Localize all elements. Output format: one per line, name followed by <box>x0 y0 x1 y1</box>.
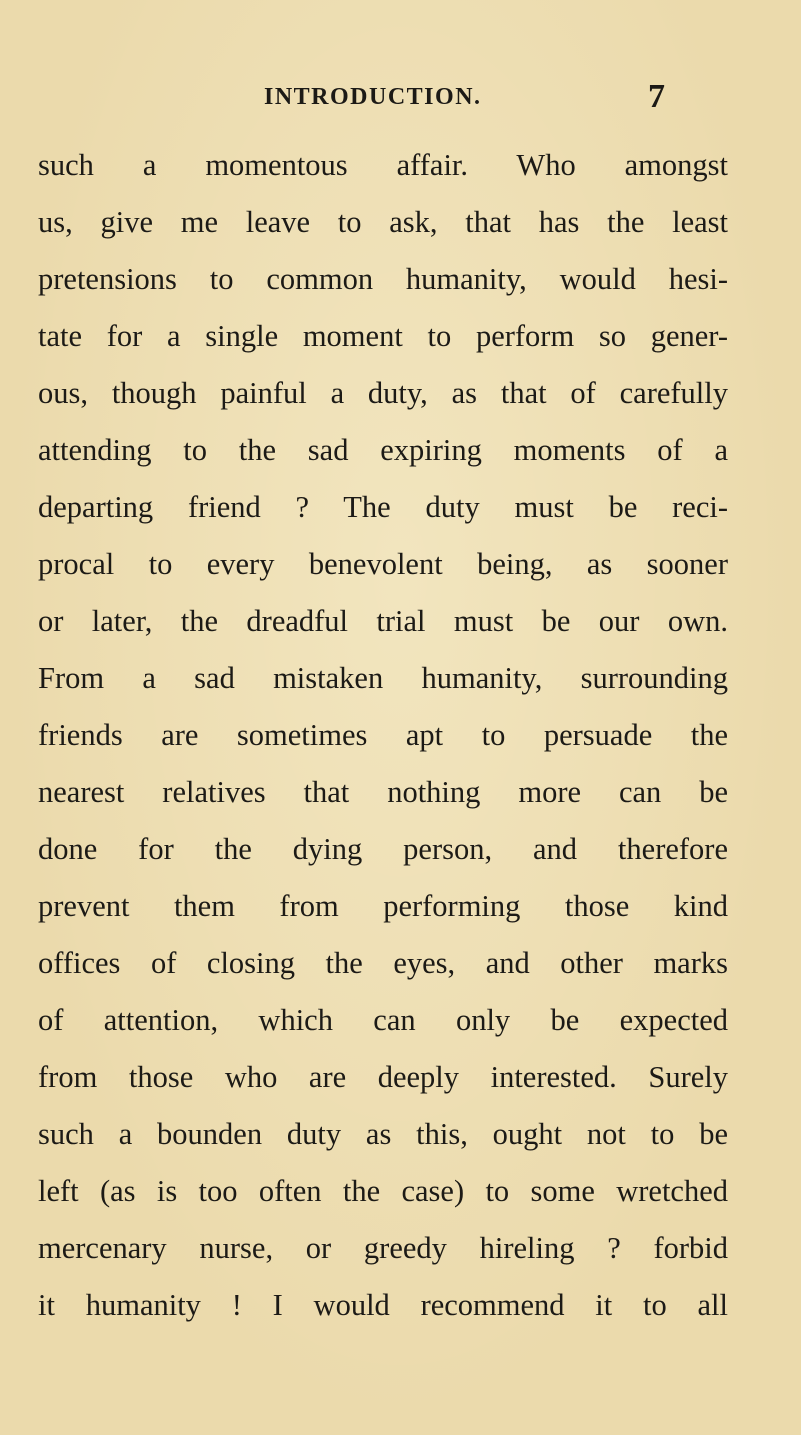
page-number: 7 <box>648 78 665 115</box>
text-line: friends are sometimes apt to persuade the <box>38 718 728 752</box>
text-line: from those who are deeply interested. Surely <box>38 1060 728 1094</box>
text-line: done for the dying person, and therefore <box>38 832 728 866</box>
text-line: nearest relatives that nothing more can be <box>38 775 728 809</box>
text-line: it humanity ! I would recommend it to all <box>38 1288 728 1322</box>
running-head <box>0 78 801 118</box>
text-line: or later, the dreadful trial must be our own. <box>38 604 728 638</box>
text-line: pretensions to common humanity, would hesi- <box>38 262 728 296</box>
text-line: offices of closing the eyes, and other marks <box>38 946 728 980</box>
text-line: tate for a single moment to perform so gener- <box>38 319 728 353</box>
text-line: us, give me leave to ask, that has the least <box>38 205 728 239</box>
text-line: procal to every benevolent being, as sooner <box>38 547 728 581</box>
text-line: attending to the sad expiring moments of a <box>38 433 728 467</box>
running-head-title: INTRODUCTION. <box>264 84 482 110</box>
text-line: of attention, which can only be expected <box>38 1003 728 1037</box>
text-line: such a bounden duty as this, ought not to be <box>38 1117 728 1151</box>
text-line: mercenary nurse, or greedy hireling ? forbid <box>38 1231 728 1265</box>
text-line: prevent them from performing those kind <box>38 889 728 923</box>
text-line: ous, though painful a duty, as that of carefully <box>38 376 728 410</box>
text-line: departing friend ? The duty must be reci- <box>38 490 728 524</box>
text-line: such a momentous affair. Who amongst <box>38 148 728 182</box>
text-line: From a sad mistaken humanity, surrounding <box>38 661 728 695</box>
body-text <box>38 137 728 1334</box>
text-line: left (as is too often the case) to some wretched <box>38 1174 728 1208</box>
